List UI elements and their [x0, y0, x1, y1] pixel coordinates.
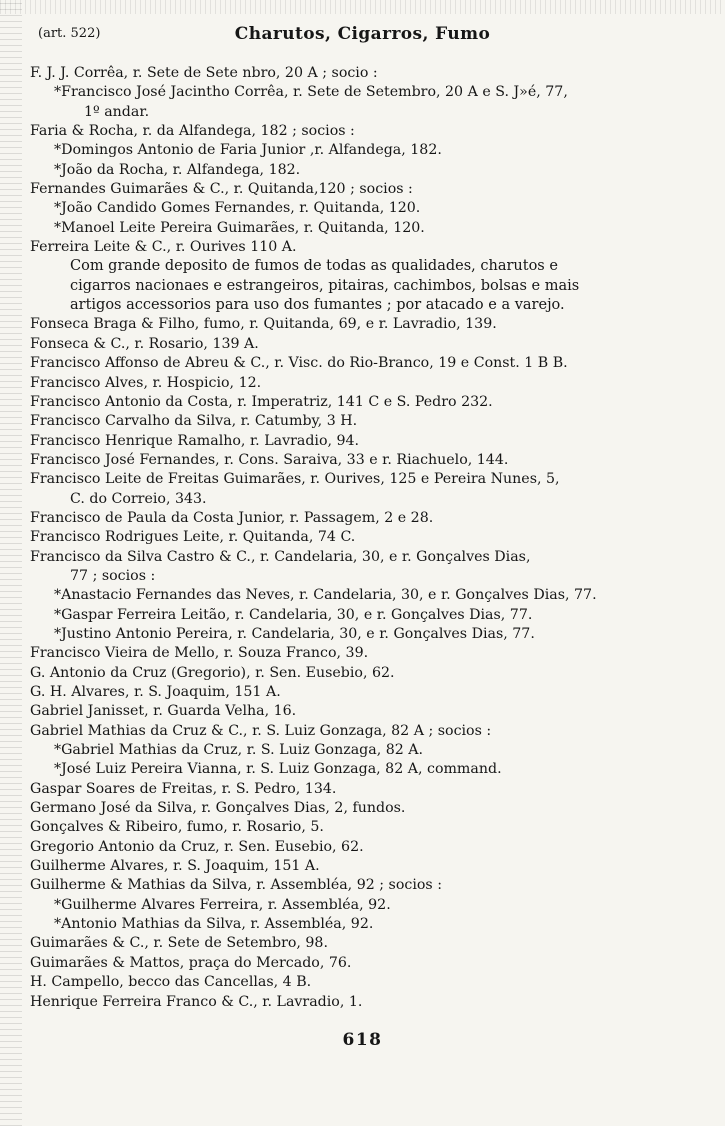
- entry-continuation-line: 1º andar.: [84, 103, 150, 120]
- partner-entry: [0, 760, 725, 779]
- entry-line: Henrique Ferreira Franco & C., r. Lavradio, 1.: [30, 993, 363, 1010]
- entry-line: Ferreira Leite & C., r. Ourives 110 A.: [30, 239, 297, 256]
- partner-entry: [0, 741, 725, 760]
- entry-line: Guilherme & Mathias da Silva, r. Assembléa, 92 ; socios :: [30, 877, 442, 894]
- directory-entry: [0, 122, 725, 141]
- directory-entry: [0, 432, 725, 451]
- directory-entry: [0, 818, 725, 837]
- entry-line: Gregorio Antonio da Cruz, r. Sen. Eusebio, 62.: [30, 838, 364, 855]
- directory-entry: [0, 374, 725, 393]
- entry-continuation-line: artigos accessorios para uso dos fumantes ; por atacado e a varejo.: [70, 297, 565, 314]
- partner-entry: [0, 586, 725, 605]
- page-title: Charutos, Cigarros, Fumo: [234, 24, 491, 44]
- partner-entry: [0, 896, 725, 915]
- entry-line: Guimarães & Mattos, praça do Mercado, 76.: [30, 954, 352, 971]
- partner-entry: [0, 83, 725, 122]
- directory-entry: [0, 412, 725, 431]
- directory-entry: [0, 857, 725, 876]
- partner-entry: [0, 625, 725, 644]
- entry-line: *Justino Antonio Pereira, r. Candelaria, 30, e r. Gonçalves Dias, 77.: [54, 625, 535, 642]
- entry-line: *José Luiz Pereira Vianna, r. S. Luiz Gonzaga, 82 A, command.: [54, 761, 502, 778]
- directory-entry: [0, 470, 725, 509]
- article-reference: (art. 522): [38, 26, 101, 41]
- entry-line: Francisco Leite de Freitas Guimarães, r. Ourives, 125 e Pereira Nunes, 5,: [30, 471, 560, 488]
- entry-line: Francisco Carvalho da Silva, r. Catumby, 3 H.: [30, 413, 358, 430]
- entry-line: Faria & Rocha, r. da Alfandega, 182 ; socios :: [30, 123, 355, 140]
- directory-entries: [0, 64, 725, 1012]
- directory-entry: [0, 993, 725, 1012]
- partner-entry: [0, 915, 725, 934]
- entry-line: Guimarães & C., r. Sete de Setembro, 98.: [30, 935, 328, 952]
- entry-line: Fonseca Braga & Filho, fumo, r. Quitanda, 69, e r. Lavradio, 139.: [30, 316, 497, 333]
- directory-entry: [0, 335, 725, 354]
- directory-entry: [0, 644, 725, 663]
- entry-line: Gabriel Janisset, r. Guarda Velha, 16.: [30, 703, 297, 720]
- entry-line: Germano José da Silva, r. Gonçalves Dias, 2, fundos.: [30, 800, 406, 817]
- entry-line: Francisco de Paula da Costa Junior, r. Passagem, 2 e 28.: [30, 509, 434, 526]
- entry-line: *Gaspar Ferreira Leitão, r. Candelaria, 30, e r. Gonçalves Dias, 77.: [54, 606, 533, 623]
- entry-line: Gonçalves & Ribeiro, fumo, r. Rosario, 5.: [30, 819, 324, 836]
- entry-line: Francisco Rodrigues Leite, r. Quitanda, 74 C.: [30, 529, 356, 546]
- entry-line: G. H. Alvares, r. S. Joaquim, 151 A.: [30, 684, 281, 700]
- entry-line: Francisco Alves, r. Hospicio, 12.: [30, 374, 262, 391]
- directory-entry: [0, 838, 725, 857]
- entry-line: Francisco José Fernandes, r. Cons. Saraiva, 33 e r. Riachuelo, 144.: [30, 451, 509, 468]
- entry-line: Fernandes Guimarães & C., r. Quitanda,120 ; socios :: [30, 181, 413, 198]
- directory-entry: [0, 876, 725, 895]
- entry-line: Gabriel Mathias da Cruz & C., r. S. Luiz Gonzaga, 82 A ; socios :: [30, 722, 492, 739]
- entry-line: *João Candido Gomes Fernandes, r. Quitanda, 120.: [54, 200, 421, 217]
- directory-entry: [0, 528, 725, 547]
- page-number: 618: [342, 1030, 383, 1050]
- partner-entry: [0, 199, 725, 218]
- entry-line: Fonseca & C., r. Rosario, 139 A.: [30, 335, 259, 352]
- entry-line: Guilherme Alvares, r. S. Joaquim, 151 A.: [30, 858, 320, 875]
- page-header: [0, 24, 725, 48]
- directory-entry: [0, 451, 725, 470]
- directory-entry: [0, 702, 725, 721]
- directory-entry: [0, 180, 725, 199]
- partner-entry: [0, 606, 725, 625]
- directory-entry: [0, 973, 725, 992]
- directory-entry: [0, 315, 725, 334]
- entry-line: Com grande deposito de fumos de todas as qualidades, charutos e: [70, 258, 558, 275]
- entry-line: Francisco Antonio da Costa, r. Imperatriz, 141 C e S. Pedro 232.: [30, 393, 493, 410]
- partner-entry: [0, 141, 725, 160]
- entry-line: *Antonio Mathias da Silva, r. Assembléa, 92.: [54, 916, 374, 933]
- directory-entry: [0, 799, 725, 818]
- partner-entry: [0, 161, 725, 180]
- entry-line: G. Antonio da Cruz (Gregorio), r. Sen. Eusebio, 62.: [30, 664, 395, 681]
- entry-line: Francisco Vieira de Mello, r. Souza Franco, 39.: [30, 645, 369, 662]
- entry-line: *Domingos Antonio de Faria Junior ,r. Alfandega, 182.: [54, 142, 442, 159]
- entry-line: Gaspar Soares de Freitas, r. S. Pedro, 134.: [30, 780, 337, 797]
- entry-line: F. J. J. Corrêa, r. Sete de Sete nbro, 20 A ; socio :: [30, 65, 378, 81]
- entry-line: *Guilherme Alvares Ferreira, r. Assembléa, 92.: [54, 896, 391, 913]
- entry-line: *Anastacio Fernandes das Neves, r. Candelaria, 30, e r. Gonçalves Dias, 77.: [54, 587, 597, 604]
- entry-continuation-line: cigarros nacionaes e estrangeiros, pitairas, cachimbos, bolsas e mais: [70, 277, 580, 294]
- directory-entry: [0, 780, 725, 799]
- page-edge-speckle-top: [0, 0, 725, 14]
- directory-entry: [0, 354, 725, 373]
- directory-entry: [0, 954, 725, 973]
- directory-entry: [0, 238, 725, 257]
- directory-entry: [0, 722, 725, 741]
- entry-note: [0, 257, 725, 315]
- entry-continuation-line: C. do Correio, 343.: [70, 490, 207, 507]
- directory-entry: [0, 393, 725, 412]
- entry-line: Francisco Affonso de Abreu & C., r. Visc. do Rio-Branco, 19 e Const. 1 B B.: [30, 355, 568, 372]
- entry-line: *Gabriel Mathias da Cruz, r. S. Luiz Gonzaga, 82 A.: [54, 742, 424, 759]
- directory-entry: [0, 64, 725, 83]
- directory-entry: [0, 683, 725, 702]
- partner-entry: [0, 219, 725, 238]
- entry-line: H. Campello, becco das Cancellas, 4 B.: [30, 974, 312, 991]
- entry-line: *Francisco José Jacintho Corrêa, r. Sete de Setembro, 20 A e S. J»é, 77,: [54, 84, 568, 101]
- directory-entry: [0, 548, 725, 587]
- entry-continuation-line: 77 ; socios :: [70, 567, 156, 584]
- entry-line: *Manoel Leite Pereira Guimarães, r. Quitanda, 120.: [54, 219, 425, 236]
- entry-line: *João da Rocha, r. Alfandega, 182.: [54, 161, 301, 178]
- directory-entry: [0, 664, 725, 683]
- directory-entry: [0, 509, 725, 528]
- entry-line: Francisco da Silva Castro & C., r. Candelaria, 30, e r. Gonçalves Dias,: [30, 548, 531, 565]
- directory-entry: [0, 934, 725, 953]
- entry-line: Francisco Henrique Ramalho, r. Lavradio, 94.: [30, 432, 360, 449]
